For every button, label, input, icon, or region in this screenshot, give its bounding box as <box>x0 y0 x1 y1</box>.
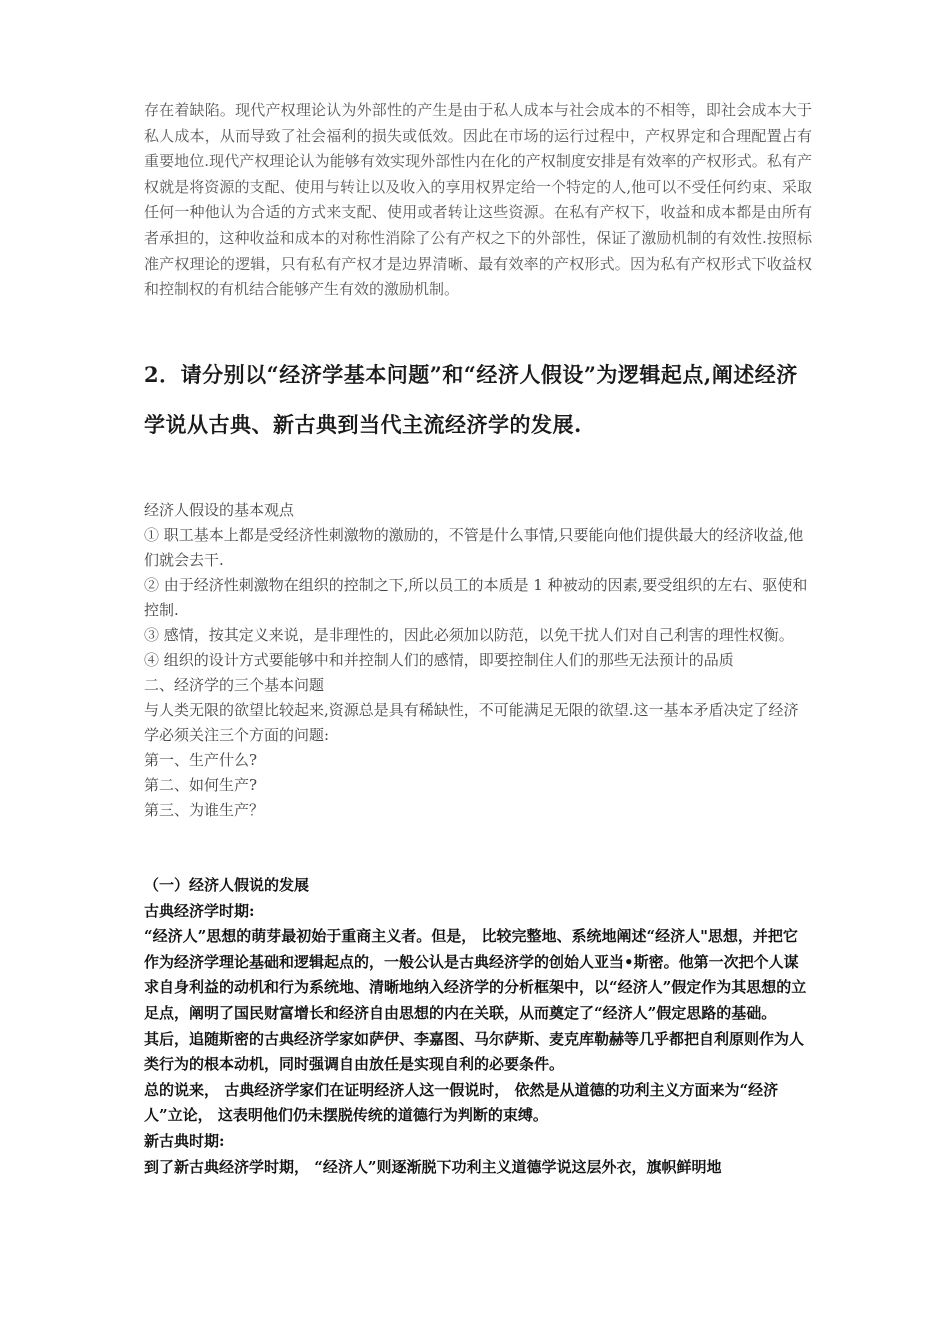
section-subtitle: 二、经济学的三个基本问题 <box>144 676 325 694</box>
list-item: ② 由于经济性刺激物在组织的控制之下,所以员工的本质是 1 种被动的因素,要受组织的左右、驱使和控制. <box>144 576 808 619</box>
list-item: ③ 感情，按其定义来说，是非理性的，因此必须加以防范，以免干扰人们对自己利害的理性权衡。 <box>144 626 794 644</box>
list-item: ① 职工基本上都是受经济性刺激物的激励的，不管是什么事情,只要能向他们提供最大的经济收益,他们就会去干. <box>144 526 804 569</box>
paragraph: 其后，追随斯密的古典经济学家如萨伊、李嘉图、马尔萨斯、麦克库勒赫等几乎都把自利原则作为人类行为的根本动机，同时强调自由放任是实现自利的必要条件。 <box>144 1029 805 1074</box>
question-item: 第一、生产什么? <box>144 751 258 769</box>
period-label: 古典经济学时期: <box>144 901 255 920</box>
period-label: 新古典时期: <box>144 1131 225 1150</box>
intro-paragraph: 存在着缺陷。现代产权理论认为外部性的产生是由于私人成本与社会成本的不相等，即社会成本大于私人成本，从而导致了社会福利的损失或低效。因此在市场的运行过程中，产权界定和合理配置占有重要地位.现代产权理论认为能够有效实现外部性内在化的产权制度安排是有效率的产权形式。私有产权就是将资源的支配、使用与转让以及收入的享用权界定给一个特定的人,他可以不受任何约束、采取任何一种他认为合适的方式来支配、使用或者转让这些资源。在私有产权下，收益和成本都是由所有者承担的，这种收益和成本的对称性消除了公有产权之下的外部性，保证了激励机制的有效性.按照标准产权理论的逻辑，只有私有产权才是边界清晰、最有效率的产权形式。因为私有产权形式下收益权和控制权的有机结合能够产生有效的激励机制。 <box>144 101 812 299</box>
economic-man-basics-section <box>144 498 812 823</box>
question-heading: 2．请分别以“经济学基本问题”和“经济人假设”为逻辑起点,阐述经济学说从古典、新古典到当代主流经济学的发展. <box>144 362 798 437</box>
question-item: 第三、为谁生产？ <box>144 801 265 819</box>
section-title: 经济人假设的基本观点 <box>144 501 295 519</box>
paragraph: 总的说来， 古典经济学家们在证明经济人这一假说时， 依然是从道德的功利主义方面来为“经济人”立论， 这表明他们仍未摆脱传统的道德行为判断的束缚。 <box>144 1080 779 1125</box>
list-item: ④ 组织的设计方式要能够中和并控制人们的感情，即要控制住人们的那些无法预计的品质 <box>144 651 734 669</box>
economic-man-development-section <box>144 873 812 1180</box>
paragraph: 与人类无限的欲望比较起来,资源总是具有稀缺性，不可能满足无限的欲望.这一基本矛盾决定了经济学必须关注三个方面的问题: <box>144 701 799 744</box>
paragraph: “经济人”思想的萌芽最初始于重商主义者。但是， 比较完整地、系统地阐述“经济人"思想，并把它作为经济学理论基础和逻辑起点的，一般公认是古典经济学的创始人亚当•斯密。他第一次把个人谋求自身利益的动机和行为系统地、清晰地纳入经济学的分析框架中，以“经济人”假定作为其思想的立足点，阐明了国民财富增长和经济自由思想的内在关联，从而奠定了“经济人”假定思路的基础。 <box>144 927 807 1022</box>
question-item: 第二、如何生产? <box>144 776 258 794</box>
paragraph: 到了新古典经济学时期， “经济人”则逐渐脱下功利主义道德学说这层外衣，旗帜鲜明地 <box>144 1157 722 1176</box>
section-title: （一）经济人假说的发展 <box>144 876 310 894</box>
